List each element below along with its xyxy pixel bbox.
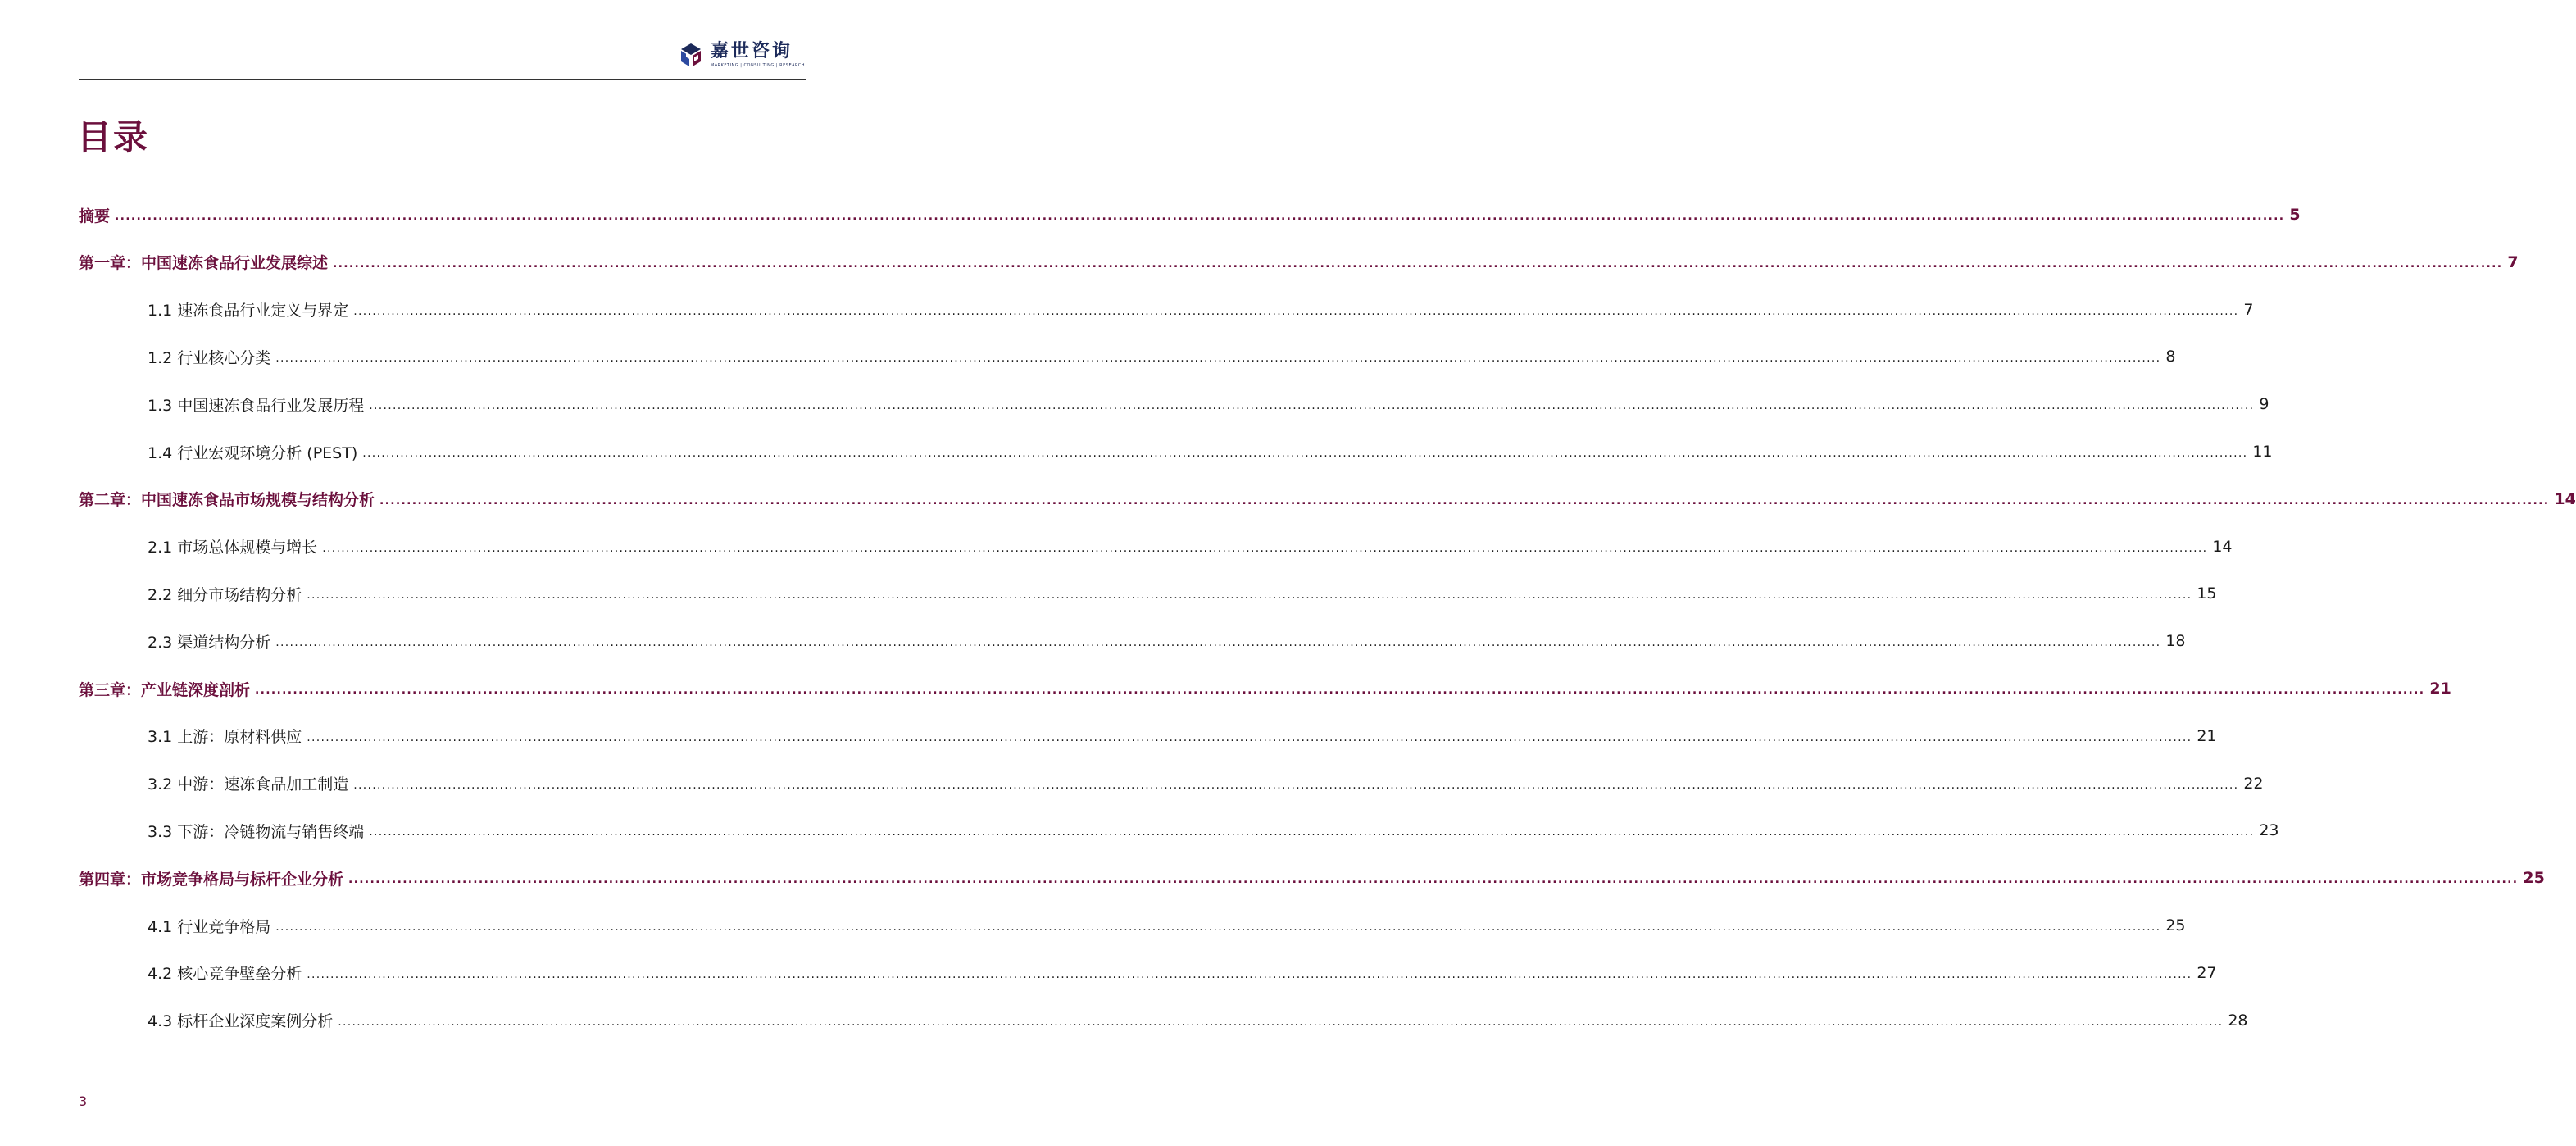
toc-dot-leader: ................................................................................................................................................................................................................................................................................................................................................................................................................ xyxy=(333,257,2503,271)
toc-section-row[interactable] xyxy=(148,626,2186,656)
toc-section-row[interactable] xyxy=(148,911,2186,940)
toc-entry-label: 1.2 行业核心分类 xyxy=(148,348,271,367)
toc-page-number: 14 xyxy=(2554,489,2576,508)
toc-page-number: 14 xyxy=(2212,537,2233,556)
cube-logo-icon xyxy=(678,42,704,68)
toc-entry-label: 第一章：中国速冻食品行业发展综述 xyxy=(79,254,329,273)
toc-dot-leader: ................................................................................................................................................................................................................................................................................................................................................................................................................ xyxy=(275,352,2161,366)
toc-page-number: 25 xyxy=(2523,869,2545,888)
toc-dot-leader: ................................................................................................................................................................................................................................................................................................................................................................................................................ xyxy=(307,730,2192,744)
toc-section-row[interactable] xyxy=(148,721,2217,751)
toc-section-row[interactable] xyxy=(148,769,2264,798)
page-title: 目录 xyxy=(77,117,150,157)
toc-chapter-row[interactable] xyxy=(79,200,2301,230)
toc-section-row[interactable] xyxy=(148,958,2217,988)
toc-page-number: 21 xyxy=(2197,726,2217,745)
toc-dot-leader: ................................................................................................................................................................................................................................................................................................................................................................................................................ xyxy=(307,967,2192,981)
toc-page-number: 21 xyxy=(2429,680,2451,698)
toc-dot-leader: ................................................................................................................................................................................................................................................................................................................................................................................................................ xyxy=(353,304,2239,318)
toc-dot-leader: ................................................................................................................................................................................................................................................................................................................................................................................................................ xyxy=(275,921,2161,934)
toc-section-row[interactable] xyxy=(148,816,2279,845)
toc-entry-label: 2.1 市场总体规模与增长 xyxy=(148,539,318,557)
toc-page-number: 15 xyxy=(2197,584,2217,603)
toc-entry-label: 4.3 标杆企业深度案例分析 xyxy=(148,1012,334,1031)
toc-entry-label: 1.3 中国速冻食品行业发展历程 xyxy=(148,396,365,415)
toc-chapter-row[interactable] xyxy=(79,248,2519,277)
toc-dot-leader: ................................................................................................................................................................................................................................................................................................................................................................................................................ xyxy=(115,210,2285,223)
toc-dot-leader: ................................................................................................................................................................................................................................................................................................................................................................................................................ xyxy=(369,399,2255,413)
toc-page-number: 7 xyxy=(2243,300,2254,319)
logo-name: 嘉世咨询 xyxy=(710,41,793,61)
toc-section-row[interactable] xyxy=(148,532,2233,562)
toc-chapter-row[interactable] xyxy=(79,863,2545,893)
toc-section-row[interactable] xyxy=(148,389,2269,419)
toc-dot-leader: ................................................................................................................................................................................................................................................................................................................................................................................................................ xyxy=(379,493,2550,507)
logo-tagline: MARKETING | CONSULTING | RESEARCH xyxy=(710,63,805,68)
toc-entry-label: 4.2 核心竞争壁垒分析 xyxy=(148,965,302,984)
toc-dot-leader: ................................................................................................................................................................................................................................................................................................................................................................................................................ xyxy=(362,447,2248,460)
toc-chapter-row[interactable] xyxy=(79,484,2576,514)
logo-text xyxy=(711,41,805,69)
toc-dot-leader: ................................................................................................................................................................................................................................................................................................................................................................................................................ xyxy=(275,636,2161,650)
toc-entry-label: 摘要 xyxy=(79,207,111,225)
toc-section-row[interactable] xyxy=(148,1006,2248,1035)
toc-entry-label: 3.2 中游：速冻食品加工制造 xyxy=(148,775,349,794)
toc-dot-leader: ................................................................................................................................................................................................................................................................................................................................................................................................................ xyxy=(307,589,2192,603)
toc-dot-leader: ................................................................................................................................................................................................................................................................................................................................................................................................................ xyxy=(338,1015,2224,1029)
toc-entry-label: 第四章：市场竞争格局与标杆企业分析 xyxy=(79,870,344,889)
toc-entry-label: 1.1 速冻食品行业定义与界定 xyxy=(148,302,349,321)
toc-dot-leader: ................................................................................................................................................................................................................................................................................................................................................................................................................ xyxy=(348,873,2519,887)
toc-entry-label: 3.3 下游：冷链物流与销售终端 xyxy=(148,822,365,841)
toc-page-number: 27 xyxy=(2197,963,2217,982)
toc-page-number: 23 xyxy=(2259,821,2279,840)
toc-dot-leader: ................................................................................................................................................................................................................................................................................................................................................................................................................ xyxy=(255,684,2425,697)
toc-dot-leader: ................................................................................................................................................................................................................................................................................................................................................................................................................ xyxy=(369,825,2255,839)
toc-entry-label: 3.1 上游：原材料供应 xyxy=(148,728,302,747)
toc-entry-label: 4.1 行业竞争格局 xyxy=(148,917,271,936)
toc-page-number: 7 xyxy=(2507,252,2519,271)
toc-page-number: 5 xyxy=(2289,206,2301,224)
toc-page-number: 22 xyxy=(2243,774,2264,793)
brand-logo xyxy=(678,41,805,69)
page-number: 3 xyxy=(79,1094,88,1109)
toc-dot-leader: ................................................................................................................................................................................................................................................................................................................................................................................................................ xyxy=(353,778,2239,792)
toc-section-row[interactable] xyxy=(148,437,2273,466)
toc-section-row[interactable] xyxy=(148,579,2217,608)
toc-section-row[interactable] xyxy=(148,295,2254,325)
toc-page-number: 11 xyxy=(2252,443,2273,461)
toc-page-number: 25 xyxy=(2165,916,2186,935)
toc-entry-label: 第二章：中国速冻食品市场规模与结构分析 xyxy=(79,491,375,510)
toc-entry-label: 2.3 渠道结构分析 xyxy=(148,633,271,652)
toc-page-number: 9 xyxy=(2259,395,2269,414)
toc-section-row[interactable] xyxy=(148,342,2176,371)
toc-page-number: 28 xyxy=(2228,1011,2248,1030)
toc-entry-label: 1.4 行业宏观环境分析 (PEST) xyxy=(148,443,358,462)
toc-page-number: 18 xyxy=(2165,632,2186,651)
page-header xyxy=(79,33,806,80)
toc-chapter-row[interactable] xyxy=(79,674,2451,703)
toc-dot-leader: ................................................................................................................................................................................................................................................................................................................................................................................................................ xyxy=(322,541,2208,555)
toc-page-number: 8 xyxy=(2165,348,2176,366)
toc-entry-label: 第三章：产业链深度剖析 xyxy=(79,680,251,699)
toc-entry-label: 2.2 细分市场结构分析 xyxy=(148,585,302,604)
